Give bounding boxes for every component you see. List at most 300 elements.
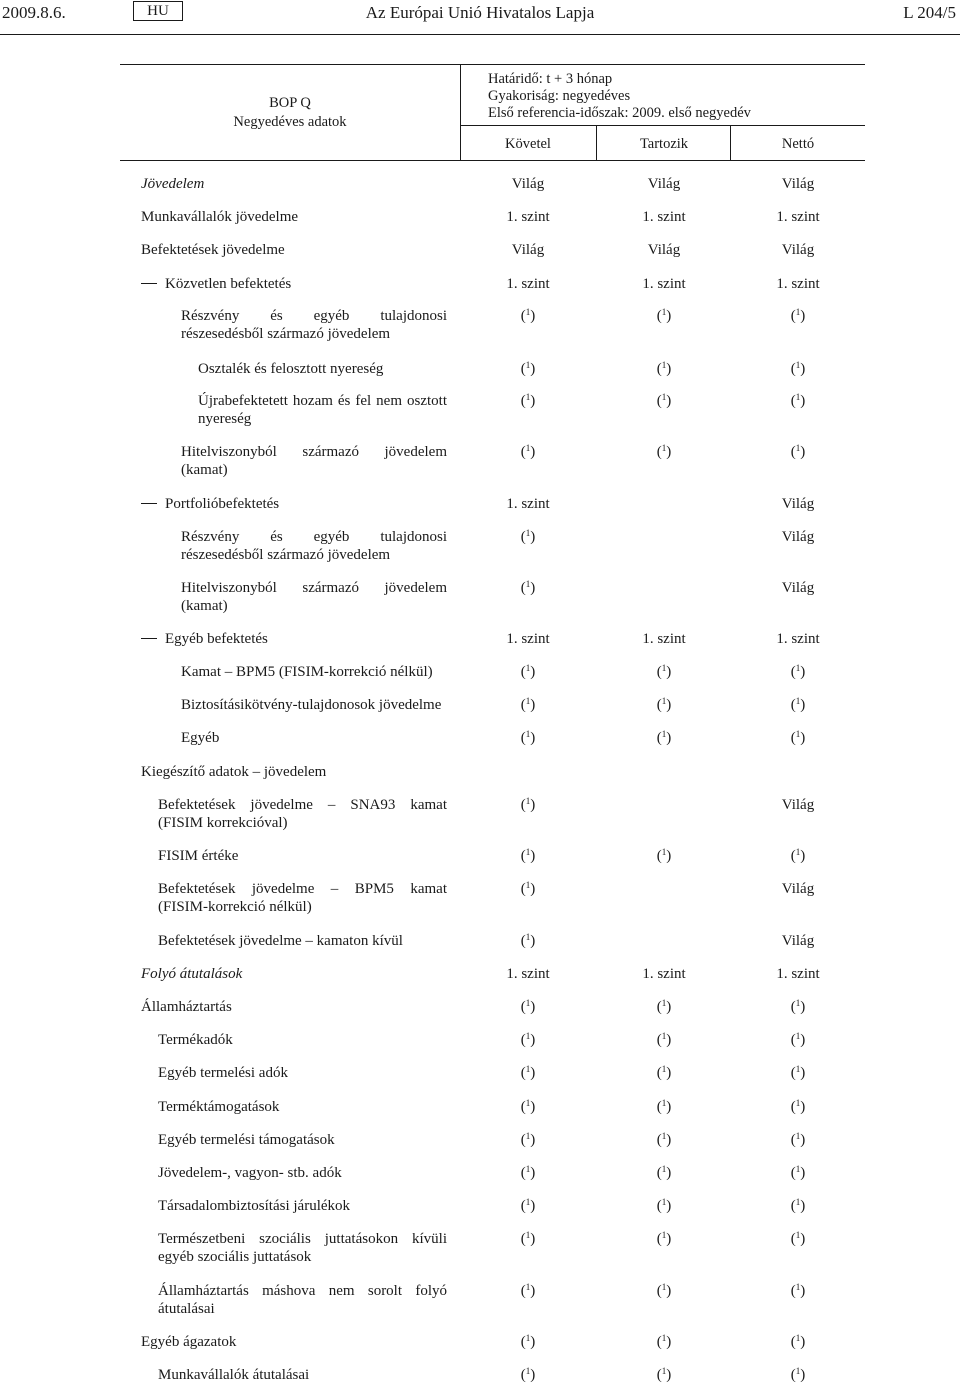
footnote-number: 1 (795, 1131, 801, 1141)
paren-open: ( (790, 1065, 796, 1081)
row-label-text: Befektetések jövedelme (141, 242, 285, 258)
paren-open: ( (520, 933, 526, 949)
paren-close: ) (800, 393, 806, 409)
row-label-text: Egyéb termelési adók (158, 1065, 288, 1081)
row-label (158, 932, 447, 950)
paren-close: ) (800, 1231, 806, 1247)
paren-close: ) (666, 361, 672, 377)
footnote-ref (596, 998, 732, 1016)
paren-open: ( (656, 697, 662, 713)
paren-open: ( (520, 1165, 526, 1181)
row-label-text: Befektetések jövedelme – SNA93 kamat (FISIM korrekcióval) (158, 797, 447, 831)
row-label-text: Osztalék és felosztott nyereség (198, 361, 384, 377)
footnote-ref (460, 729, 596, 747)
footnote-number: 1 (525, 579, 531, 589)
footnote-number: 1 (661, 307, 667, 317)
paren-close: ) (530, 664, 536, 680)
footnote-number: 1 (795, 998, 801, 1008)
paren-close: ) (800, 308, 806, 324)
paren-open: ( (520, 664, 526, 680)
cell-value: Világ (781, 242, 815, 258)
row-label (158, 1098, 447, 1116)
paren-close: ) (530, 1334, 536, 1350)
row-label (198, 392, 447, 428)
paren-open: ( (790, 1334, 796, 1350)
paren-close: ) (530, 1367, 536, 1383)
footnote-number: 1 (661, 1131, 667, 1141)
paren-close: ) (530, 444, 536, 460)
row-label (158, 1197, 447, 1215)
footnote-ref (596, 1098, 732, 1116)
row-label (141, 763, 447, 781)
paren-open: ( (520, 1065, 526, 1081)
row-label (158, 1131, 447, 1149)
row-label-text: Biztosításikötvény-tulajdonosok jövedelme (181, 697, 442, 713)
row-label-text: Befektetések jövedelme – BPM5 kamat (FISIM-korrekció nélkül) (158, 881, 447, 915)
footnote-number: 1 (525, 307, 531, 317)
paren-open: ( (790, 1198, 796, 1214)
paren-close: ) (800, 1334, 806, 1350)
footnote-number: 1 (661, 1197, 667, 1207)
cell-value: 1. szint (506, 966, 550, 982)
row-label (141, 630, 447, 648)
paren-close: ) (800, 1099, 806, 1115)
paren-close: ) (530, 1231, 536, 1247)
row-label (181, 663, 447, 681)
footnote-ref (460, 360, 596, 378)
footnote-number: 1 (525, 1098, 531, 1108)
footnote-ref (460, 998, 596, 1016)
footnote-ref (460, 1064, 596, 1082)
paren-open: ( (520, 797, 526, 813)
row-label-text: Befektetések jövedelme – kamaton kívül (158, 933, 403, 949)
footnote-number: 1 (525, 528, 531, 538)
paren-close: ) (666, 1367, 672, 1383)
paren-close: ) (530, 1165, 536, 1181)
footnote-ref (730, 1064, 866, 1082)
row-label-text: Természetbeni szociális juttatásokon kívüli egyéb szociális juttatások (158, 1231, 447, 1265)
footnote-ref (460, 528, 596, 546)
cell-value: Világ (781, 881, 815, 897)
footnote-ref (460, 1031, 596, 1049)
footnote-ref (460, 443, 596, 461)
footnote-ref (596, 847, 732, 865)
footnote-number: 1 (525, 729, 531, 739)
paren-close: ) (530, 933, 536, 949)
footnote-number: 1 (525, 1131, 531, 1141)
paren-close: ) (666, 1165, 672, 1181)
paren-close: ) (666, 1231, 672, 1247)
row-label-text: Közvetlen befektetés (165, 276, 292, 292)
row-label-text: Államháztartás máshova nem sorolt folyó átutalásai (158, 1283, 447, 1317)
cell-value: Világ (511, 176, 545, 192)
journal-title: Az Európai Unió Hivatalos Lapja (365, 3, 595, 22)
footnote-ref (730, 847, 866, 865)
footnote-number: 1 (795, 1064, 801, 1074)
footnote-number: 1 (661, 1230, 667, 1240)
footnote-number: 1 (795, 1333, 801, 1343)
footnote-number: 1 (661, 1333, 667, 1343)
paren-close: ) (800, 1198, 806, 1214)
paren-close: ) (530, 1283, 536, 1299)
deadline-text: Határidő: t + 3 hónap (488, 71, 613, 87)
footnote-number: 1 (795, 1197, 801, 1207)
footnote-number: 1 (661, 1031, 667, 1041)
paren-open: ( (520, 730, 526, 746)
paren-open: ( (656, 1334, 662, 1350)
cell-value: 1. szint (776, 209, 820, 225)
paren-close: ) (800, 1367, 806, 1383)
paren-close: ) (666, 730, 672, 746)
footnote-number: 1 (795, 1164, 801, 1174)
paren-close: ) (666, 1283, 672, 1299)
footnote-ref (460, 663, 596, 681)
footnote-number: 1 (661, 1064, 667, 1074)
footnote-ref (596, 1131, 732, 1149)
paren-open: ( (790, 393, 796, 409)
paren-open: ( (656, 308, 662, 324)
cell-value: Világ (511, 242, 545, 258)
paren-open: ( (656, 1165, 662, 1181)
paren-open: ( (790, 1132, 796, 1148)
row-label (158, 880, 447, 916)
row-label (198, 360, 447, 378)
footnote-ref (460, 880, 596, 898)
row-label (181, 729, 447, 747)
paren-close: ) (530, 1065, 536, 1081)
footnote-number: 1 (795, 1098, 801, 1108)
footnote-number: 1 (661, 1366, 667, 1376)
footnote-ref (730, 696, 866, 714)
footnote-ref (596, 1282, 732, 1300)
paren-close: ) (666, 1099, 672, 1115)
footnote-number: 1 (525, 998, 531, 1008)
paren-open: ( (790, 697, 796, 713)
footnote-ref (460, 1333, 596, 1351)
row-label (181, 307, 447, 343)
footnote-ref (460, 579, 596, 597)
paren-close: ) (530, 361, 536, 377)
row-label-text: Munkavállalók jövedelme (141, 209, 299, 225)
footnote-ref (596, 1031, 732, 1049)
cell-value: Világ (647, 176, 681, 192)
footnote-ref (460, 696, 596, 714)
paren-open: ( (790, 308, 796, 324)
row-label-text: Kiegészítő adatok – jövedelem (141, 764, 327, 780)
row-label (141, 275, 447, 293)
paren-close: ) (666, 1065, 672, 1081)
cell-value: 1. szint (642, 209, 686, 225)
paren-close: ) (800, 697, 806, 713)
frequency-text: Gyakoriság: negyedéves (488, 88, 631, 104)
footnote-number: 1 (525, 1366, 531, 1376)
paren-close: ) (666, 1032, 672, 1048)
paren-open: ( (520, 1334, 526, 1350)
paren-close: ) (530, 1099, 536, 1115)
page-number: L 204/5 (903, 3, 956, 22)
row-label-text: Terméktámogatások (158, 1099, 280, 1115)
row-label (141, 998, 447, 1016)
paren-close: ) (530, 881, 536, 897)
paren-open: ( (656, 1065, 662, 1081)
cell-value: 1. szint (642, 631, 686, 647)
paren-close: ) (530, 529, 536, 545)
cell-value: 1. szint (506, 631, 550, 647)
paren-open: ( (790, 1283, 796, 1299)
footnote-number: 1 (795, 1230, 801, 1240)
footnote-number: 1 (661, 847, 667, 857)
row-label (158, 847, 447, 865)
bop-q-label: BOP Q (269, 95, 311, 111)
paren-open: ( (790, 1231, 796, 1247)
row-label (141, 495, 447, 513)
dash-marker (141, 283, 157, 284)
paren-open: ( (520, 1283, 526, 1299)
footnote-number: 1 (795, 663, 801, 673)
cell-value: Világ (781, 529, 815, 545)
footnote-number: 1 (525, 1230, 531, 1240)
paren-close: ) (800, 444, 806, 460)
table-meta (488, 71, 751, 122)
paren-open: ( (656, 730, 662, 746)
paren-close: ) (530, 797, 536, 813)
footnote-number: 1 (795, 1282, 801, 1292)
footnote-ref (460, 1366, 596, 1384)
paren-open: ( (520, 444, 526, 460)
paren-open: ( (520, 1032, 526, 1048)
footnote-number: 1 (525, 1064, 531, 1074)
paren-close: ) (530, 848, 536, 864)
footnote-number: 1 (525, 1197, 531, 1207)
publication-date: 2009.8.6. (2, 3, 66, 22)
paren-close: ) (530, 580, 536, 596)
paren-close: ) (800, 1065, 806, 1081)
paren-open: ( (656, 1283, 662, 1299)
paren-close: ) (666, 999, 672, 1015)
footnote-number: 1 (661, 1282, 667, 1292)
row-label (141, 241, 447, 259)
footnote-number: 1 (795, 696, 801, 706)
table-left-heading (120, 94, 460, 132)
paren-open: ( (790, 1165, 796, 1181)
footnote-ref (460, 796, 596, 814)
footnote-ref (596, 443, 732, 461)
footnote-number: 1 (795, 443, 801, 453)
row-label-text: Részvény és egyéb tulajdonosi részesedésből származó jövedelem (181, 529, 447, 563)
col-header-net: Nettó (781, 136, 815, 152)
paren-open: ( (520, 1099, 526, 1115)
paren-open: ( (656, 444, 662, 460)
paren-open: ( (520, 361, 526, 377)
paren-open: ( (656, 361, 662, 377)
row-label-text: Társadalombiztosítási járulékok (158, 1198, 351, 1214)
row-label-text: FISIM értéke (158, 848, 239, 864)
cell-value: Világ (647, 242, 681, 258)
footnote-number: 1 (525, 392, 531, 402)
footnote-ref (730, 1164, 866, 1182)
row-label (181, 579, 447, 615)
paren-open: ( (790, 848, 796, 864)
row-label-text: Egyéb termelési támogatások (158, 1132, 335, 1148)
paren-open: ( (790, 1032, 796, 1048)
journal-header (0, 0, 960, 35)
cell-value: Világ (781, 176, 815, 192)
row-label-text: Részvény és egyéb tulajdonosi részesedésből származó jövedelem (181, 308, 447, 342)
footnote-number: 1 (525, 796, 531, 806)
footnote-number: 1 (795, 1366, 801, 1376)
paren-open: ( (656, 1367, 662, 1383)
row-label (141, 175, 447, 193)
meta-rule (460, 125, 865, 126)
paren-open: ( (656, 1032, 662, 1048)
footnote-number: 1 (661, 729, 667, 739)
footnote-ref (596, 663, 732, 681)
paren-close: ) (530, 730, 536, 746)
footnote-number: 1 (525, 360, 531, 370)
footnote-ref (730, 998, 866, 1016)
footnote-ref (460, 307, 596, 325)
footnote-number: 1 (525, 932, 531, 942)
footnote-number: 1 (795, 360, 801, 370)
footnote-ref (596, 360, 732, 378)
footnote-number: 1 (525, 1282, 531, 1292)
paren-open: ( (656, 1099, 662, 1115)
paren-open: ( (790, 730, 796, 746)
paren-close: ) (800, 1132, 806, 1148)
row-label (141, 1333, 447, 1351)
footnote-ref (596, 729, 732, 747)
cell-value: 1. szint (506, 496, 550, 512)
footnote-ref (730, 1333, 866, 1351)
paren-close: ) (800, 1032, 806, 1048)
paren-close: ) (530, 999, 536, 1015)
footnote-number: 1 (661, 443, 667, 453)
quarterly-data-label: Negyedéves adatok (233, 114, 347, 130)
row-label (141, 965, 447, 983)
paren-open: ( (520, 529, 526, 545)
footnote-ref (730, 392, 866, 410)
row-label (141, 208, 447, 226)
footnote-number: 1 (525, 696, 531, 706)
footnote-number: 1 (525, 1164, 531, 1174)
paren-close: ) (666, 1198, 672, 1214)
paren-close: ) (530, 1198, 536, 1214)
paren-open: ( (520, 881, 526, 897)
footnote-ref (730, 1366, 866, 1384)
footnote-ref (730, 307, 866, 325)
footnote-ref (596, 1164, 732, 1182)
dash-marker (141, 638, 157, 639)
footnote-ref (596, 1366, 732, 1384)
cell-value: 1. szint (506, 276, 550, 292)
row-label-text: Jövedelem-, vagyon- stb. adók (158, 1165, 342, 1181)
paren-close: ) (666, 848, 672, 864)
row-label-text: Hitelviszonyból származó jövedelem (kamat) (181, 580, 447, 614)
footnote-number: 1 (661, 392, 667, 402)
footnote-ref (596, 1197, 732, 1215)
paren-open: ( (520, 697, 526, 713)
paren-open: ( (656, 664, 662, 680)
row-label-text: Újrabefektetett hozam és fel nem osztott nyereség (198, 393, 447, 427)
footnote-number: 1 (525, 1333, 531, 1343)
header-bottom-rule (120, 160, 865, 161)
footnote-number: 1 (795, 847, 801, 857)
footnote-ref (730, 1131, 866, 1149)
table-top-rule (120, 64, 865, 65)
paren-open: ( (656, 1198, 662, 1214)
row-label-text: Folyó átutalások (141, 966, 243, 982)
row-label (181, 696, 447, 714)
footnote-number: 1 (661, 1098, 667, 1108)
row-label-text: Egyéb ágazatok (141, 1334, 237, 1350)
cell-value: 1. szint (642, 276, 686, 292)
row-label-text: Egyéb (181, 730, 220, 746)
cell-value: Világ (781, 580, 815, 596)
footnote-number: 1 (795, 1031, 801, 1041)
paren-close: ) (800, 1165, 806, 1181)
paren-close: ) (800, 664, 806, 680)
footnote-number: 1 (661, 360, 667, 370)
paren-open: ( (520, 848, 526, 864)
footnote-number: 1 (795, 307, 801, 317)
footnote-ref (596, 307, 732, 325)
footnote-ref (460, 392, 596, 410)
row-label-text: Munkavállalók átutalásai (158, 1367, 310, 1383)
paren-close: ) (800, 730, 806, 746)
footnote-number: 1 (661, 663, 667, 673)
paren-close: ) (530, 308, 536, 324)
paren-open: ( (520, 1231, 526, 1247)
footnote-ref (730, 663, 866, 681)
paren-close: ) (800, 848, 806, 864)
footnote-number: 1 (795, 392, 801, 402)
footnote-ref (460, 1164, 596, 1182)
cell-value: 1. szint (506, 209, 550, 225)
row-label-text: Portfolióbefektetés (165, 496, 280, 512)
footnote-ref (730, 360, 866, 378)
paren-open: ( (790, 361, 796, 377)
paren-open: ( (656, 999, 662, 1015)
paren-close: ) (666, 1334, 672, 1350)
row-label-text: Kamat – BPM5 (FISIM-korrekció nélkül) (181, 664, 433, 680)
footnote-number: 1 (525, 847, 531, 857)
paren-open: ( (520, 580, 526, 596)
cell-value: Világ (781, 933, 815, 949)
cell-value: Világ (781, 496, 815, 512)
row-label (181, 528, 447, 564)
footnote-ref (596, 1064, 732, 1082)
footnote-ref (730, 1031, 866, 1049)
paren-close: ) (530, 697, 536, 713)
paren-open: ( (520, 999, 526, 1015)
cell-value: Világ (781, 797, 815, 813)
cell-value: 1. szint (776, 276, 820, 292)
paren-open: ( (656, 848, 662, 864)
row-label (158, 1230, 447, 1266)
footnote-ref (460, 1098, 596, 1116)
paren-close: ) (666, 393, 672, 409)
footnote-ref (730, 1282, 866, 1300)
footnote-number: 1 (661, 1164, 667, 1174)
first-period-text: Első referencia-időszak: 2009. első negyedév (488, 105, 751, 121)
paren-open: ( (790, 444, 796, 460)
paren-close: ) (800, 999, 806, 1015)
footnote-number: 1 (795, 729, 801, 739)
paren-open: ( (790, 664, 796, 680)
row-label-text: Jövedelem (141, 176, 205, 192)
row-label (158, 1064, 447, 1082)
footnote-ref (596, 696, 732, 714)
